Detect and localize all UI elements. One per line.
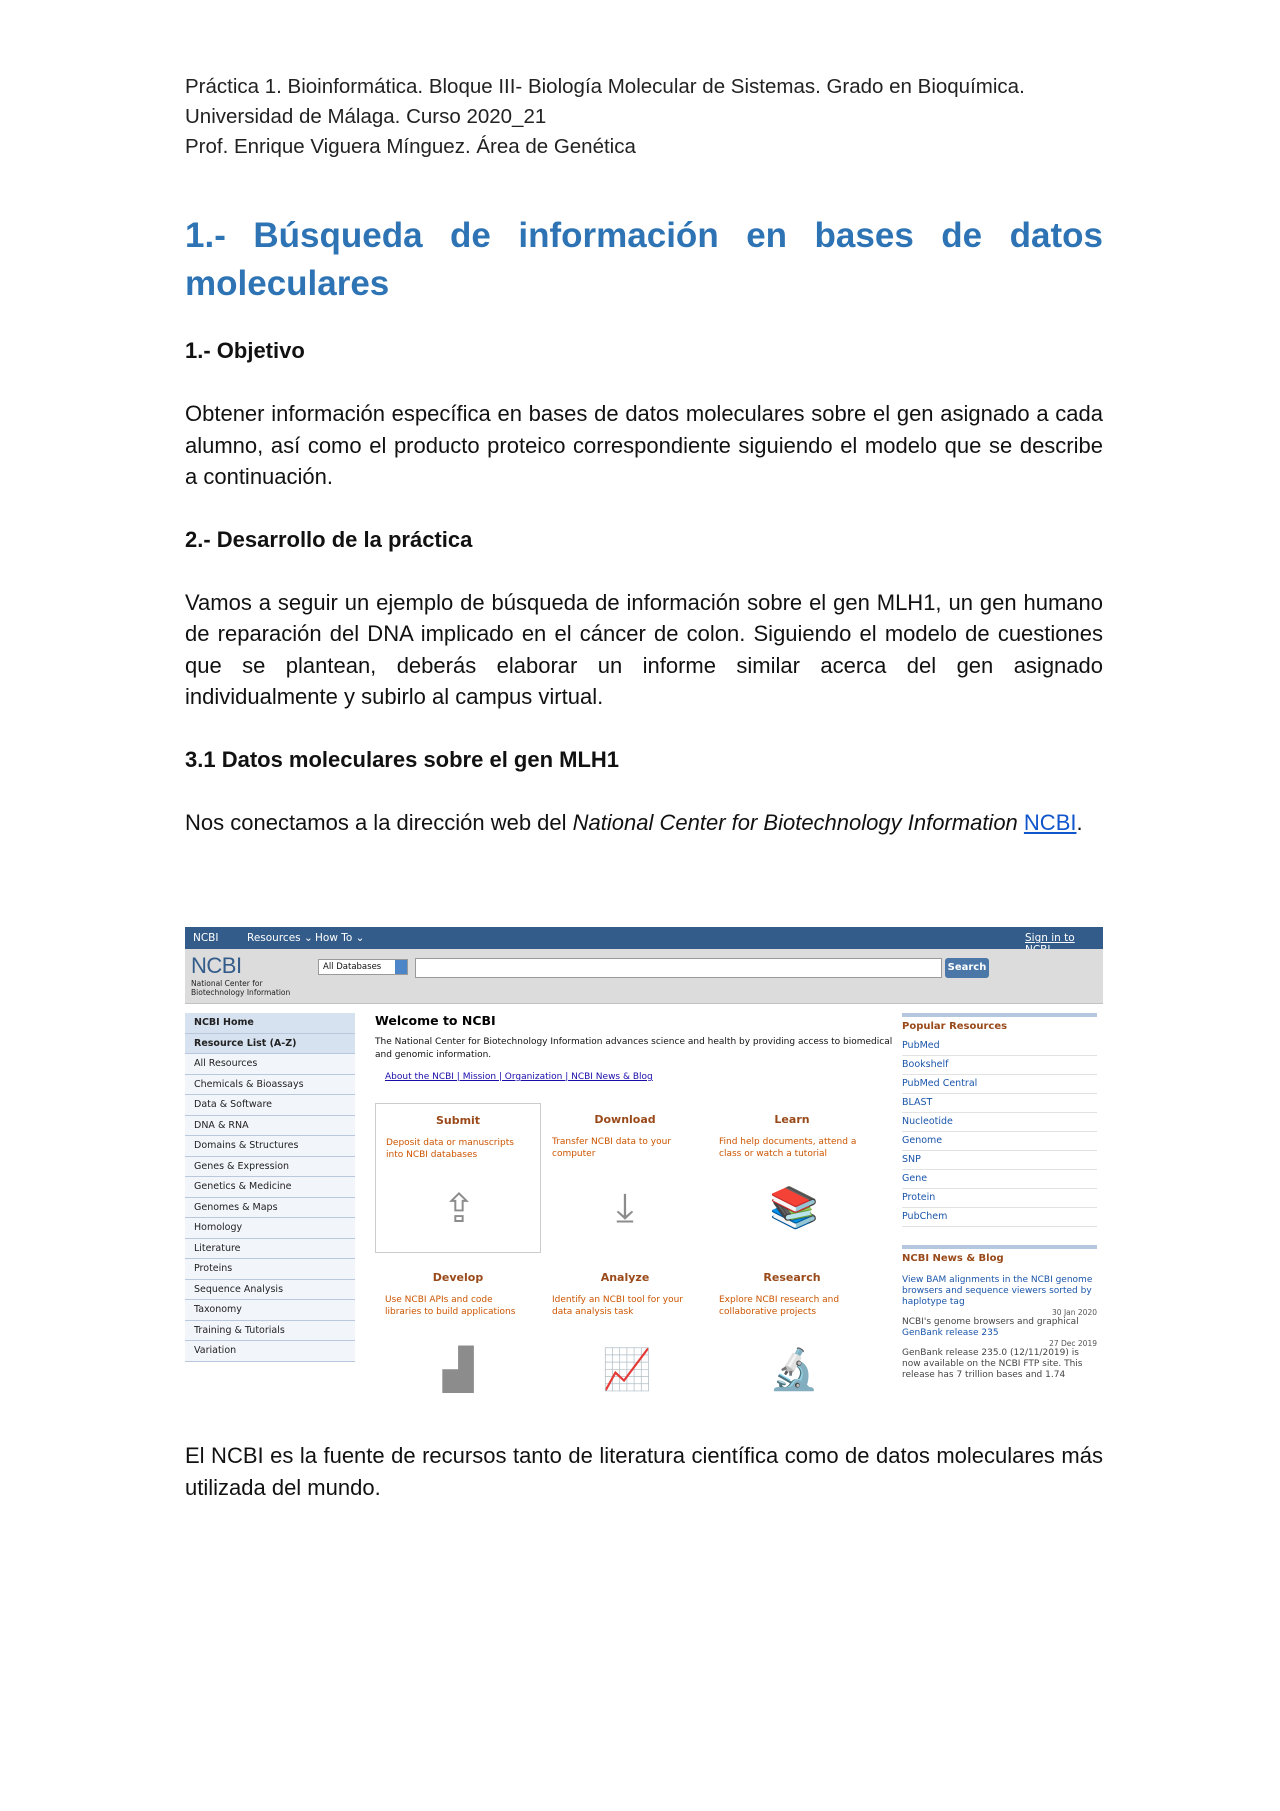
popular-link[interactable]: PubMed Central [902,1075,1097,1094]
submit-desc: Deposit data or manuscripts into NCBI databases [386,1138,514,1160]
document-title: 1.- Búsqueda de información en bases de datos moleculares [185,216,1103,303]
ncbi-right-column [902,1013,1097,1381]
paragraph-desarrollo: Vamos a seguir un ejemplo de búsqueda de información sobre el gen MLH1, un gen humano de reparación del DNA implicado en el cáncer de colon. Siguiendo el modelo de cuestiones que se plantean, deberás elaborar un informe similar acerca del gen asignado individualmente y subirlo al campus virtual. [185,589,1103,709]
news-heading: NCBI News & Blog [902,1245,1097,1269]
popular-link[interactable]: Nucleotide [902,1113,1097,1132]
header-line-3: Prof. Enrique Viguera Mínguez. Área de Genética [185,135,636,158]
sidebar-item[interactable]: Genetics & Medicine [185,1177,355,1198]
learn-title: Learn [774,1113,810,1126]
upload-icon: ⇪ [442,1186,476,1232]
database-select-value: All Databases [323,962,382,972]
download-icon: ⤓ [616,1185,634,1231]
sidebar-item[interactable]: DNA & RNA [185,1116,355,1137]
header-line-1: Práctica 1. Bioinformática. Bloque III- Biología Molecular de Sistemas. Grado en Bioquímica. [185,75,1025,98]
develop-panel[interactable] [375,1265,541,1405]
ncbi-screenshot [185,927,1103,1405]
download-title: Download [594,1113,656,1126]
resources-menu[interactable]: Resources ⌄ [247,932,313,944]
header-line-2: Universidad de Málaga. Curso 2020_21 [185,105,547,128]
database-select[interactable] [318,959,408,975]
welcome-intro: The National Center for Biotechnology Information advances science and health by providing access to biomedical and genomic information. [375,1037,893,1060]
develop-desc: Use NCBI APIs and code libraries to build applications [385,1295,516,1317]
learn-desc: Find help documents, attend a class or watch a tutorial [719,1137,857,1159]
welcome-heading: Welcome to NCBI [375,1013,496,1028]
develop-title: Develop [432,1271,484,1284]
analyze-desc: Identify an NCBI tool for your data analysis task [552,1295,683,1317]
signin-link[interactable]: Sign in to [1025,932,1075,944]
sidebar-item[interactable]: Domains & Structures [185,1136,355,1157]
popular-link[interactable]: Genome [902,1132,1097,1151]
download-desc: Transfer NCBI data to your computer [552,1137,672,1159]
analyze-title: Analyze [600,1271,650,1284]
chart-icon: 📈 [602,1347,652,1393]
news-date: 30 Jan 2020 [1052,1308,1097,1317]
ncbi-topbar [185,927,1103,949]
analyze-panel[interactable] [542,1265,708,1405]
sidebar-item[interactable]: Genomes & Maps [185,1198,355,1219]
ncbi-logo-name: NCBI [191,953,242,978]
howto-menu[interactable]: How To ⌄ [315,932,365,944]
sidebar-item[interactable]: Sequence Analysis [185,1280,355,1301]
submit-title: Submit [435,1114,481,1127]
popular-link[interactable]: BLAST [902,1094,1097,1113]
popular-link[interactable]: Protein [902,1189,1097,1208]
sidebar-item[interactable]: Genes & Expression [185,1157,355,1178]
news-date: 27 Dec 2019 [1049,1339,1097,1348]
microscope-icon: 🔬 [769,1347,819,1393]
search-button[interactable]: Search [945,958,989,978]
intro-end: . [1076,809,1083,835]
paragraph-ncbi-intro [185,807,1103,839]
sidebar-item[interactable]: Chemicals & Bioassays [185,1075,355,1096]
section-heading-desarrollo: 2.- Desarrollo de la práctica [185,526,473,552]
sidebar-item[interactable]: All Resources [185,1054,355,1075]
sidebar-item[interactable]: Homology [185,1218,355,1239]
sidebar-item[interactable]: NCBI Home [185,1013,355,1034]
ncbi-main [375,1013,895,1082]
submit-panel[interactable] [375,1103,541,1253]
search-input[interactable] [415,958,942,978]
blocks-icon: ▟ [442,1347,474,1393]
ncbi-logo-sub1: National Center for [191,979,263,988]
sidebar-item[interactable]: Training & Tutorials [185,1321,355,1342]
news-item[interactable]: View BAM alignments in the NCBI genome browsers and sequence viewers sorted by haplotype tag [902,1275,1093,1307]
popular-link[interactable]: PubChem [902,1208,1097,1227]
about-links[interactable]: About the NCBI | Mission | Organization | NCBI News & Blog [385,1072,653,1082]
sidebar-item[interactable]: Variation [185,1341,355,1362]
books-icon: 📚 [769,1185,819,1231]
news-snippet: GenBank release 235.0 (12/11/2019) is now available on the NCBI FTP site. This release has 7 trillion bases and 1.74 [902,1348,1083,1380]
popular-link[interactable]: Gene [902,1170,1097,1189]
ncbi-logo[interactable] [191,953,290,997]
paragraph-objetivo: Obtener información específica en bases de datos moleculares sobre el gen asignado a cada alumno, así como el producto proteico correspondiente siguiendo el modelo que se describe a continuación. [185,401,1103,489]
news-item[interactable]: GenBank release 235 [902,1328,999,1338]
sidebar-item[interactable]: Data & Software [185,1095,355,1116]
research-panel[interactable] [709,1265,875,1405]
sidebar-item[interactable]: Resource List (A-Z) [185,1034,355,1055]
section-heading-datos: 3.1 Datos moleculares sobre el gen MLH1 [185,746,620,772]
ncbi-brand[interactable]: NCBI [193,932,219,944]
popular-link[interactable]: SNP [902,1151,1097,1170]
research-desc: Explore NCBI research and collaborative projects [719,1295,840,1317]
popular-resources-heading: Popular Resources [902,1013,1097,1037]
download-panel[interactable] [542,1103,708,1263]
intro-text: Nos conectamos a la dirección web del [185,809,573,835]
chevron-down-icon [395,960,407,974]
ncbi-link[interactable]: NCBI [1023,809,1077,835]
research-title: Research [763,1271,821,1284]
sidebar-item[interactable]: Proteins [185,1259,355,1280]
popular-link[interactable]: PubMed [902,1037,1097,1056]
sidebar-item[interactable]: Taxonomy [185,1300,355,1321]
section-heading-objetivo: 1.- Objetivo [185,338,305,363]
news-snippet: NCBI's genome browsers and graphical [902,1317,1079,1327]
ncbi-logo-sub2: Biotechnology Information [191,988,291,997]
document-page [185,72,1103,838]
ncbi-searchbar [185,949,1103,1004]
ncbi-sidebar [185,1013,355,1362]
sidebar-item[interactable]: Literature [185,1239,355,1260]
intro-italic: National Center for Biotechnology Information [572,809,1018,835]
learn-panel[interactable] [709,1103,875,1263]
popular-link[interactable]: Bookshelf [902,1056,1097,1075]
paragraph-closing: El NCBI es la fuente de recursos tanto de literatura científica como de datos moleculares más utilizada del mundo. [185,1443,1103,1500]
